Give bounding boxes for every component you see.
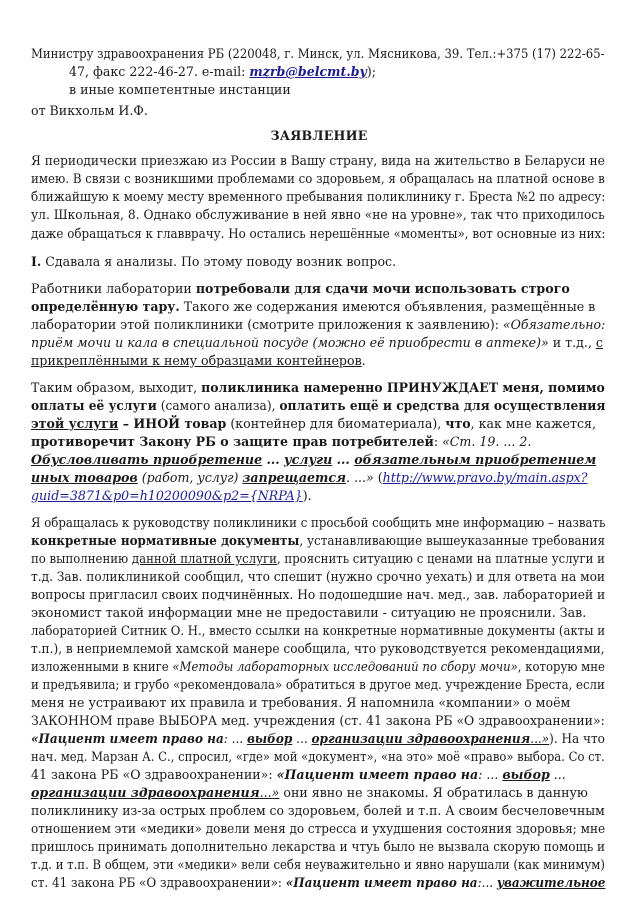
- text: ст. 41 закона РБ «О здравоохранении»:: [31, 875, 286, 890]
- bold-italic-underlined: Обусловливать приобретение: [31, 452, 263, 467]
- p4-line: [31, 659, 605, 675]
- p4-line: меня не устраивают их правила и требования. Я напомнила «компании» о моём: [31, 695, 571, 710]
- bold-text: оплаты её услуги: [31, 398, 157, 413]
- p4-line: вопросы пригласил своих подчинённых. Но подошедшие нач. мед., зав. лабораторией и: [31, 587, 606, 602]
- text: (контейнер для биоматериала),: [226, 416, 446, 431]
- document-title: [0, 128, 638, 144]
- p4-line: Я обращалась к руководству поликлиники с просьбой сообщить мне информацию – назвать: [31, 515, 606, 530]
- p4-line: [31, 551, 605, 567]
- italic-quote: ...: [292, 731, 312, 746]
- p2-line: [31, 353, 366, 369]
- italic-quote: «Обязательно:: [502, 317, 606, 332]
- p3-line: [31, 434, 531, 450]
- p2-line: [31, 299, 595, 315]
- other-authorities-text: в иные компетентные инстанции: [69, 82, 291, 97]
- addressee-line-1: [31, 46, 605, 62]
- title-text: ЗАЯВЛЕНИЕ: [270, 128, 368, 143]
- italic-quote: : ...: [478, 767, 503, 782]
- text: .: [361, 353, 366, 368]
- text: и т.д.,: [548, 335, 596, 350]
- p1-line: даже обращаться к главврачу. Но остались нерешённые «моменты», вот основные из них:: [31, 226, 606, 241]
- bold-underlined-text: этой услуги: [31, 416, 119, 431]
- text: ).: [302, 488, 312, 503]
- bold-italic-underlined: выбор: [502, 767, 550, 782]
- text: , устанавливающие вышеуказанные требования: [299, 533, 606, 548]
- bold-italic: ...: [332, 452, 355, 467]
- text: Работники лаборатории: [31, 281, 196, 296]
- bold-text: что: [445, 416, 471, 431]
- text: лаборатории этой поликлиники (смотрите приложения к заявлению):: [31, 317, 503, 332]
- p2-line: [31, 281, 570, 297]
- email-link[interactable]: mzrb@belcmt.by: [249, 64, 367, 79]
- p3-line: [31, 380, 605, 396]
- sender-line: [31, 103, 148, 119]
- p3-line: [31, 488, 312, 504]
- text: Такого же содержания имеются объявления, размещённые в: [179, 299, 596, 314]
- text: , которую мне: [517, 659, 605, 674]
- italic-quote: «Ст. 19. ... 2.: [442, 434, 532, 449]
- p1-line: Я периодически приезжаю из России в Вашу страну, вида на жительство в Беларуси не: [31, 153, 605, 168]
- bold-italic-underlined: выбор: [246, 731, 293, 746]
- contacts-text-end: );: [366, 64, 376, 79]
- p1-line: ближайшую к моему месту временного пребывания поликлинику г. Бреста №2 по адресу:: [31, 189, 606, 204]
- p4-line: т.д. и т.п. В общем, эти «медики» вели себя неуважительно и явно нарушали (как минимум): [31, 857, 605, 872]
- p4-line: [31, 731, 605, 747]
- p4-line: [31, 767, 566, 783]
- addressee-line-3: [69, 82, 291, 98]
- italic-quote: :...: [477, 875, 497, 890]
- p3-line: [31, 398, 605, 414]
- section-1-heading: [31, 254, 396, 270]
- italic-quote: : ...: [223, 731, 247, 746]
- text: ). На что: [549, 731, 605, 746]
- bold-italic-underlined: уважительное: [496, 875, 606, 890]
- p1-line: ул. Школьная, 8. Однако обслуживание в ней явно «не на уровне», так что приходилось: [31, 207, 605, 222]
- sender-text: от Викхольм И.Ф.: [31, 103, 148, 118]
- italic-underlined: ...»: [530, 731, 550, 746]
- pravo-link[interactable]: http://www.pravo.by/main.aspx?: [382, 470, 588, 485]
- bold-text: конкретные нормативные документы: [31, 533, 300, 548]
- text: :: [433, 434, 443, 449]
- p1-line: имею. В связи с возникшими проблемами со здоровьем, я обращалась на платной основе в: [31, 171, 605, 186]
- underlined-text: данной платной услуги: [131, 551, 277, 566]
- p2-line: [31, 335, 603, 351]
- bold-text: оплатить ещё и средства для осуществления: [279, 398, 606, 413]
- p4-line: пришлось принимать дополнительно лекарства и чтуь было не вызвала скорую помощь и: [31, 839, 606, 854]
- text: 41 закона РБ «О здравоохранении»:: [31, 767, 277, 782]
- p4-line: поликлинику из-за острых проблем со здоровьем, болей и т.п. А своим бесчеловечным: [31, 803, 605, 818]
- section-text: Сдавала я анализы. По этому поводу возник вопрос.: [41, 254, 397, 269]
- p4-line: [31, 875, 605, 891]
- p3-line: [31, 470, 588, 486]
- p4-line: экономист такой информации мне не предоставили - ситуацию не прояснили. Зав.: [31, 605, 587, 620]
- bold-italic-underlined: иных товаров: [31, 470, 138, 485]
- p4-line: нач. мед. Марзан А. С., спросил, «где» мой «документ», «на это» моё «право» выбора. Со ст.: [31, 749, 605, 764]
- p3-line: [31, 452, 596, 468]
- text: по выполнению: [31, 551, 132, 566]
- bold-italic: «Пациент имеет право на: [285, 875, 478, 890]
- p4-line: и предъявила; и грубо «рекомендовала» обратиться в другое мед. учреждение Бреста, если: [31, 677, 605, 692]
- p2-line: [31, 317, 605, 333]
- italic-quote: . ...»: [346, 470, 374, 485]
- p4-line: [31, 533, 605, 549]
- underlined-text: с: [595, 335, 603, 350]
- p3-line: [31, 416, 596, 432]
- underlined-text: прикреплёнными к нему образцами контейнеров: [31, 353, 362, 368]
- p4-line: ЗАКОННОМ праве ВЫБОРА мед. учреждения (ст. 41 закона РБ «О здравоохранении»:: [31, 713, 605, 728]
- bold-italic: ...: [262, 452, 285, 467]
- italic-quote: «Методы лабораторных исследований по сбору мочи»: [172, 659, 518, 674]
- bold-text: противоречит Закону РБ о защите прав потребителей: [31, 434, 434, 449]
- bold-text: поликлиника намеренно ПРИНУЖДАЕТ меня, помимо: [201, 380, 605, 395]
- italic-quote: ...: [549, 767, 566, 782]
- p4-line: [31, 785, 588, 801]
- italic-quote: (работ, услуг): [137, 470, 243, 485]
- bold-italic-underlined: запрещается: [242, 470, 347, 485]
- pravo-link-continued[interactable]: guid=3871&p0=h10200090&p2={NRPA}: [31, 488, 303, 503]
- bold-italic-underlined: услуги: [284, 452, 333, 467]
- italic-quote: приём мочи и кала в специальной посуде (можно её приобрести в аптеке)»: [31, 335, 549, 350]
- italic-underlined: ...»: [259, 785, 280, 800]
- p4-line: т.п.), в неприемлемой хамской манере сообщила, что руководствуется рекомендациями,: [31, 641, 605, 656]
- p4-line: лабораторией Ситник О. Н., вместо ссылки на конкретные нормативные документы (акты и: [31, 623, 605, 638]
- text: , прояснить ситуацию с ценами на платные услуги и: [276, 551, 605, 566]
- bold-italic-underlined: организации здравоохранения: [311, 731, 531, 746]
- bold-italic: «Пациент имеет право на: [31, 731, 224, 746]
- p4-line: т.д. Зав. поликлиникой сообщил, что спешит (нужно срочно уехать) и для ответа на мои: [31, 569, 606, 584]
- text: изложенными в книге: [31, 659, 173, 674]
- p4-line: отношением эти «медики» довели меня до стресса и ухудшения состояния здоровья; мне: [31, 821, 606, 836]
- bold-text: потребовали для сдачи мочи использовать строго: [195, 281, 570, 296]
- text: (: [373, 470, 383, 485]
- addressee-line-2: [69, 64, 376, 80]
- contacts-text: 47, факс 222-46-27. e-mail:: [69, 64, 250, 79]
- text: , как мне кажется,: [470, 416, 596, 431]
- bold-italic-underlined: обязательным приобретением: [354, 452, 597, 467]
- bold-text: определённую тару.: [31, 299, 180, 314]
- bold-italic: «Пациент имеет право на: [276, 767, 479, 782]
- text: они явно не знакомы. Я обратилась в данную: [279, 785, 588, 800]
- text: (самого анализа),: [156, 398, 280, 413]
- text: Таким образом, выходит,: [31, 380, 202, 395]
- bold-italic-underlined: организации здравоохранения: [31, 785, 260, 800]
- bold-text: – ИНОЙ товар: [118, 416, 227, 431]
- section-number: I.: [31, 254, 42, 269]
- addressee-text: Министру здравоохранения РБ (220048, г. Минск, ул. Мясникова, 39. Тел.:+375 (17) 222-65-: [31, 46, 605, 61]
